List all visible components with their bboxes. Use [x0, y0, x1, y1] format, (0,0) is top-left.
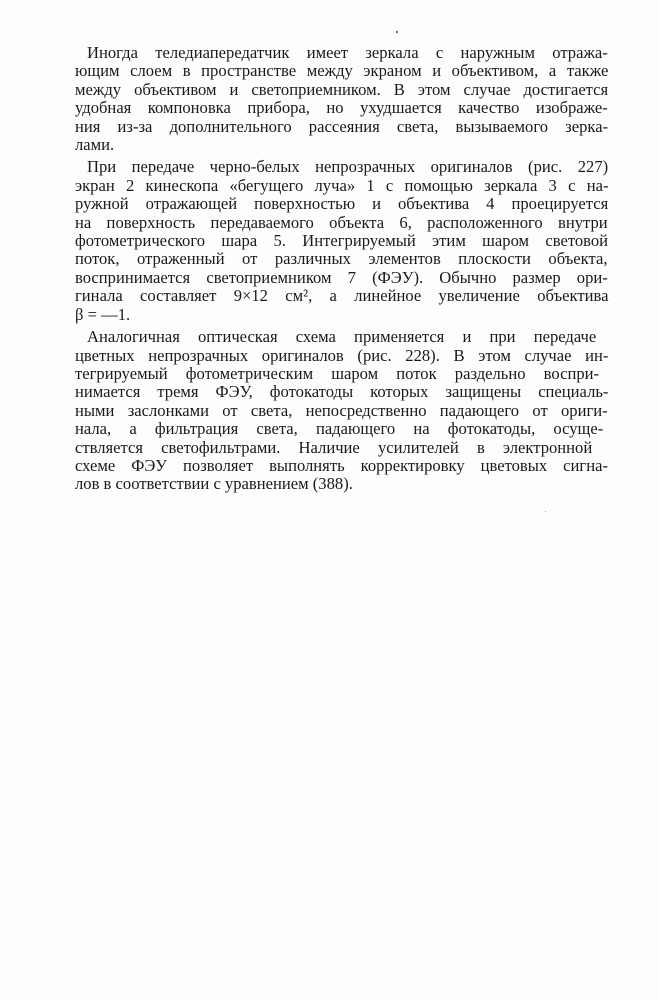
text-line: поток, отраженный от различных элементов плоскости объекта,: [75, 249, 608, 269]
text-line: ния из-за дополнительного рассеяния света, вызываемого зерка-: [75, 116, 609, 136]
text-line: нимается тремя ФЭУ, фотокатоды которых защищены специаль-: [75, 382, 609, 402]
text-line: экран 2 кинескопа «бегущего луча» 1 с помощью зеркала 3 с на-: [75, 175, 609, 195]
paragraph-mirrors: [75, 44, 608, 154]
text-line: ружной отражающей поверхностью и объектива 4 проецируется: [75, 194, 609, 214]
text-line: удобная компоновка прибора, но ухудшается качество изображе-: [75, 98, 608, 118]
text-line: между объективом и светоприемником. В этом случае достигается: [75, 79, 609, 99]
text-line: цветных непрозрачных оригиналов (рис. 228). В этом случае ин-: [75, 345, 609, 365]
text-line: фотометрического шара 5. Интегрируемый этим шаром световой: [75, 231, 609, 251]
text-line: лами.: [75, 135, 115, 155]
text-line: β = —1.: [75, 304, 131, 324]
text-line: тегрируемый фотометрическим шаром поток раздельно воспри-: [75, 363, 600, 383]
text-line: лов в соответствии с уравнением (388).: [75, 474, 353, 494]
body-text: [75, 44, 608, 494]
text-line: схеме ФЭУ позволяет выполнять корректировку цветовых сигна-: [75, 455, 608, 475]
print-speck-top: [396, 31, 398, 33]
text-line: ствляется светофильтрами. Наличие усилителей в электронной: [75, 437, 593, 457]
text-line: Аналогичная оптическая схема применяется и при передаче: [87, 327, 597, 347]
paragraph-color-originals: [75, 328, 608, 494]
text-line: на поверхность передаваемого объекта 6, расположенного внутри: [75, 212, 608, 232]
text-line: Иногда теледиапередатчик имеет зеркала с наружным отража-: [87, 43, 608, 62]
text-line: ными заслонками от света, непосредственно падающего от ориги-: [75, 400, 608, 420]
text-line: ющим слоем в пространстве между экраном и объективом, а также: [75, 61, 609, 81]
text-line: гинала составляет 9×12 см², а линейное увеличение объектива: [75, 286, 609, 306]
text-line: воспринимается светоприемником 7 (ФЭУ). Обычно размер ори-: [75, 267, 608, 287]
paragraph-bw-originals: [75, 158, 608, 324]
print-speck-right: [545, 511, 546, 512]
text-line: нала, а фильтрация света, падающего на фотокатоды, осуще-: [75, 419, 604, 439]
text-line: При передаче черно-белых непрозрачных оригиналов (рис. 227): [87, 157, 609, 177]
